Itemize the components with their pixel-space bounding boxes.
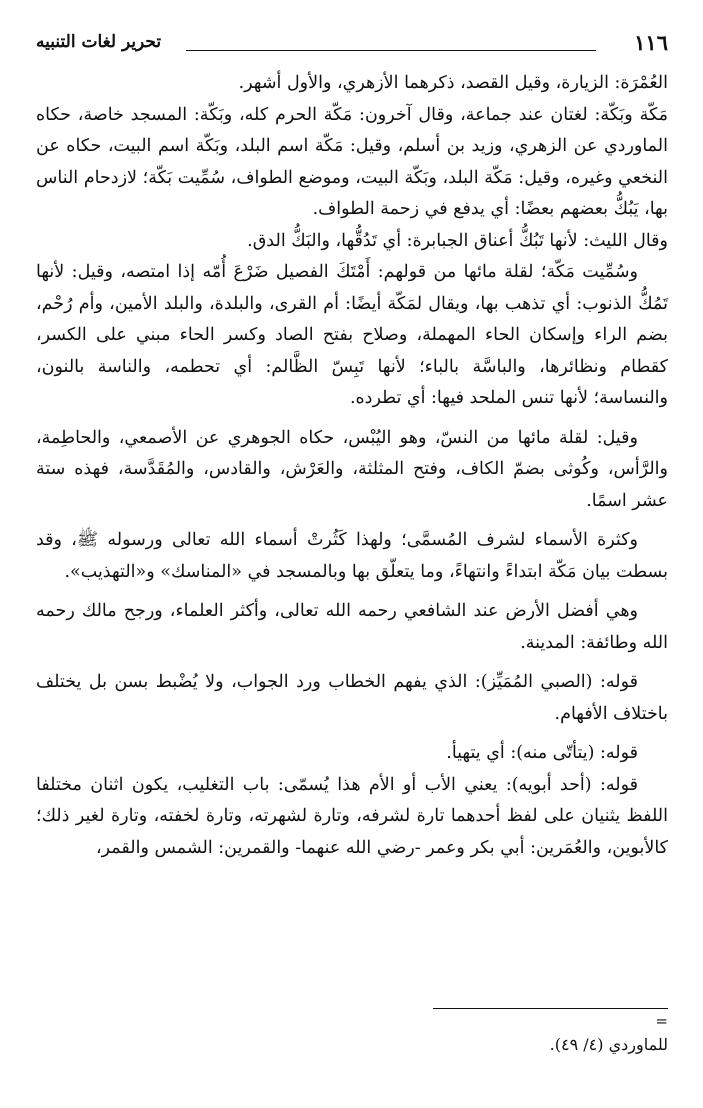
- paragraph-makka-bakka: مَكّة وبَكّة: لغتان عند جماعة، وقال آخرون: مَكّة الحرم كله، وبَكّة: المسجد خاصة، حكاه الماوردي عن الزهري، وزيد بن أسلم، وقيل: مَكّة اسم البلد، وبَكّة اسم البيت، حكاه عن النخعي وغيره، وقيل: مَكّة البلد، وبَكّة البيت، وموضع الطواف، سُمِّيت بَكّة؛ لازدحام الناس بها، يَبُكُّ بعضهم بعضًا: أي يدفع في زحمة الطواف.: [36, 104, 668, 219]
- paragraph-mumayyiz: قوله: (الصبي المُمَيِّز): الذي يفهم الخطاب ورد الجواب، ولا يُضْبط بسن بل يختلف باختلاف الأفهام.: [36, 672, 668, 724]
- paragraph-best-land: وهي أفضل الأرض عند الشافعي رحمه الله تعالى، وأكثر العلماء، ورجح مالك رحمه الله وطائفة: المدينة.: [36, 601, 668, 653]
- paragraph-naming-makka: وسُمِّيت مَكّة؛ لقلة مائها من قولهم: أَمْتَكَ الفصيل ضَرْعَ أُمّه إذا امتصه، وقيل: لأنها تَمُكُّ الذنوب: أي تذهب بها، ويقال لمَكّة أيضًا: أم القرى، والبلدة، والبلد الأمين، وأم رُحْم، بضم الراء وإسكان الحاء المهملة، وصلاح بفتح الصاد وكسر الحاء مبني على الكسر، كقطام ونظائرها، والباسَّة بالباء؛ لأنها تَبِسّ الظَّالم: أي تحطمه، والناسة بالنون، والنساسة؛ لأنها تنس الملحد فيها: أي تطرده.: [36, 262, 668, 408]
- paragraph-abawayh: قوله: (أحد أبويه): يعني الأب أو الأم هذا يُسمّى: باب التغليب، يكون اثنان مختلفا اللفظ يثنيان على لفظ أحدهما تارة لشرفه، وتارة لشهرته، وتارة لخفته، وتارة لغير ذلك؛ كالأبوين، والعُمَرين: أبي بكر وعمر -رضي الله عنهما- والقمرين: الشمس والقمر،: [36, 774, 668, 858]
- page-number: ١١٦: [634, 30, 668, 55]
- running-title: تحرير لغات التنبيه: [36, 32, 162, 52]
- paragraph-many-names: وكثرة الأسماء لشرف المُسمَّى؛ ولهذا كَثُرتْ أسماء الله تعالى ورسوله ﷺ، وقد بسطت بيان مَكّة ابتداءً وانتهاءً، وما يتعلّق بها وبالمسجد في «المناسك» و«التهذيب».: [36, 530, 668, 582]
- footnote-divider: [433, 1008, 668, 1009]
- book-page: [36, 28, 668, 1078]
- paragraph-yataatta: قوله: (يتأتّى منه): أي يتهيأ.: [446, 743, 638, 763]
- footnote-continuation-mark: =: [655, 1012, 668, 1030]
- page-body: [36, 68, 668, 864]
- header-rule: [186, 50, 596, 51]
- paragraph-nass: وقيل: لقلة مائها من النسّ، وهو اليُبْس، حكاه الجوهري عن الأصمعي، والحاطِمة، والرَّأس، وكُوثى بضمّ الكاف، وفتح المثلثة، والعَرْش، والقادس، والمُقَدَّسة، فهذه ستة عشر اسمًا.: [36, 427, 668, 511]
- paragraph-umra: العُمْرَة: الزيارة، وقيل القصد، ذكرهما الأزهري، والأول أشهر.: [238, 73, 668, 93]
- paragraph-layth: وقال الليث: لأنها تَبُكُّ أعناق الجبابرة: أي تَدُقُّها، والبَكُّ الدق.: [247, 230, 668, 251]
- footnote-text: للماوردي (٤/ ٤٩).: [549, 1035, 668, 1054]
- page-header: [36, 28, 668, 60]
